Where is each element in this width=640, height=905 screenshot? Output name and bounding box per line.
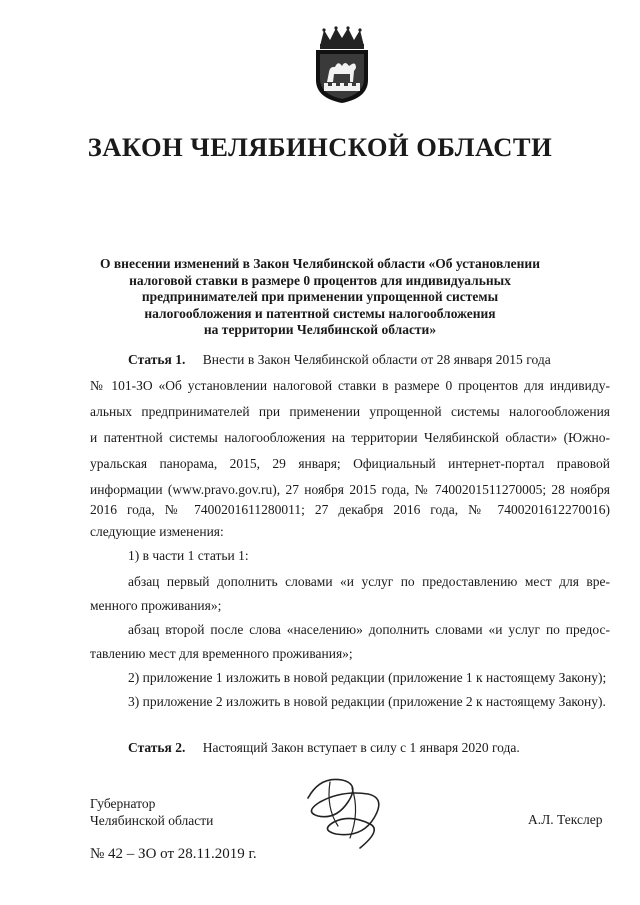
subtitle-line: предпринимателей при применении упрощенной системы bbox=[141, 289, 499, 304]
document-title: ЗАКОН ЧЕЛЯБИНСКОЙ ОБЛАСТИ bbox=[87, 132, 553, 162]
article1-label: Статья 1. bbox=[128, 352, 186, 367]
signatory-position-line: Челябинской области bbox=[90, 812, 214, 828]
article1-first-line bbox=[128, 352, 610, 368]
subtitle-line: налоговой ставки в размере 0 процентов для индивидуальных bbox=[129, 272, 511, 288]
subtitle-line: О внесении изменений в Закон Челябинской области «Об установлении bbox=[100, 256, 540, 271]
handwritten-signature-icon bbox=[290, 768, 400, 858]
coat-of-arms-emblem bbox=[312, 24, 372, 104]
article2-text: Настоящий Закон вступает в силу с 1 января 2020 года. bbox=[202, 740, 520, 755]
article1-text-line: № 101-ЗО «Об установлении налоговой ставки в размере 0 процентов для индивиду- bbox=[90, 378, 610, 393]
list-item-1: 1) в части 1 статьи 1: bbox=[128, 548, 249, 563]
paragraph2-line: абзац второй после слова «населению» дополнить словами «и услуг по предос- bbox=[128, 622, 610, 637]
signatory-position bbox=[90, 796, 213, 829]
article1-text-line: альных предпринимателей при применении упрощенной системы налогообложения bbox=[90, 404, 610, 419]
article2-label: Статья 2. bbox=[128, 740, 186, 755]
article1-text-line: 2016 года, № 7400201611280011; 27 декабря 2016 года, № 7400201612270016) bbox=[90, 502, 610, 517]
list-item-3: 3) приложение 2 изложить в новой редакции (приложение 2 к настоящему Закону). bbox=[128, 694, 606, 709]
signatory-position-line: Губернатор bbox=[90, 796, 156, 811]
subtitle-line: налогообложения и патентной системы налогообложения bbox=[144, 305, 496, 321]
law-subtitle bbox=[100, 256, 540, 339]
subtitle-line: на территории Челябинской области» bbox=[203, 322, 437, 337]
article1-text-line: и патентной системы налогообложения на территории Челябинской области» (Южно- bbox=[90, 430, 610, 445]
paragraph1-line: абзац первый дополнить словами «и услуг по предоставлению мест для вре- bbox=[128, 574, 610, 589]
article1-text-line: следующие изменения: bbox=[90, 524, 224, 539]
registration-number: № 42 – ЗО от 28.11.2019 г. bbox=[90, 846, 257, 862]
article1-text-line: информации (www.pravo.gov.ru), 27 ноября 2015 года, № 7400201511270005; 28 ноября bbox=[90, 482, 610, 497]
paragraph1-line: менного проживания»; bbox=[90, 598, 222, 613]
paragraph2-line: тавлению мест для временного проживания»; bbox=[90, 646, 353, 661]
signatory-name: А.Л. Текслер bbox=[528, 812, 603, 827]
list-item-2: 2) приложение 1 изложить в новой редакции (приложение 1 к настоящему Закону); bbox=[128, 670, 607, 685]
article2 bbox=[128, 740, 610, 756]
article1-intro: Внести в Закон Челябинской области от 28 января 2015 года bbox=[202, 352, 551, 367]
article1-text-line: уральская панорама, 2015, 29 января; Официальный интернет-портал правовой bbox=[90, 456, 610, 471]
